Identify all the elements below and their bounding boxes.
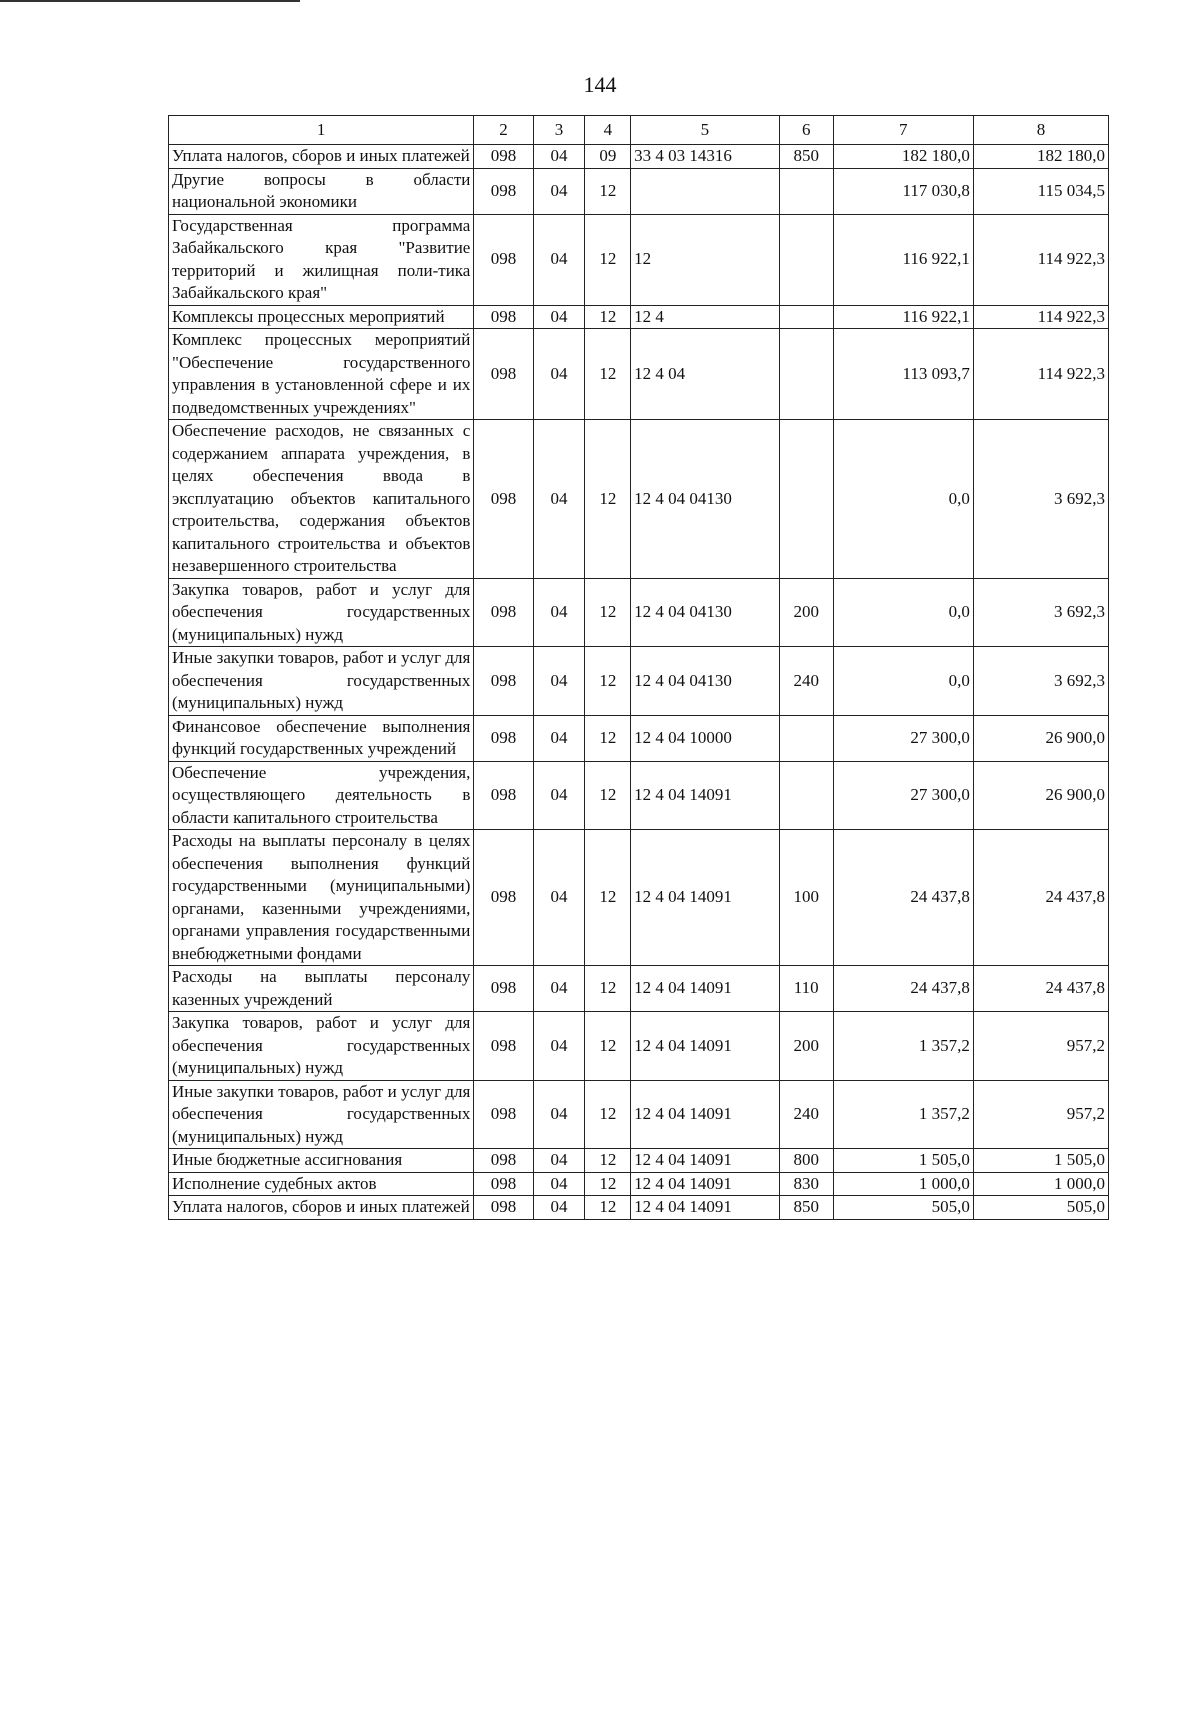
- cell-name: Комплекс процессных мероприятий "Обеспечение государственного управления в установленной сфере и их подведомственных учреждениях": [169, 329, 474, 420]
- cell-amount-col7: 1 000,0: [833, 1172, 973, 1196]
- cell-subsection: 12: [585, 168, 631, 214]
- cell-expense-type: [779, 168, 833, 214]
- cell-subsection: 12: [585, 1080, 631, 1149]
- cell-amount-col8: 3 692,3: [973, 578, 1108, 647]
- table-body: [169, 145, 1109, 1220]
- table-row: [169, 145, 1109, 169]
- cell-name: Иные закупки товаров, работ и услуг для обеспечения государственных (муниципальных) нужд: [169, 1080, 474, 1149]
- cell-subsection: 12: [585, 329, 631, 420]
- cell-amount-col8: 114 922,3: [973, 305, 1108, 329]
- cell-amount-col8: 182 180,0: [973, 145, 1108, 169]
- cell-amount-col7: 24 437,8: [833, 830, 973, 966]
- cell-expense-type: [779, 420, 833, 579]
- cell-subsection: 12: [585, 1012, 631, 1081]
- cell-expense-type: 830: [779, 1172, 833, 1196]
- cell-subsection: 09: [585, 145, 631, 169]
- column-header-4: 4: [585, 116, 631, 145]
- column-header-3: 3: [533, 116, 585, 145]
- cell-target-article: 12 4 04 14091: [631, 1012, 780, 1081]
- column-header-7: 7: [833, 116, 973, 145]
- page-number: 144: [583, 72, 617, 97]
- cell-subsection: 12: [585, 420, 631, 579]
- cell-admin-code: 098: [474, 1149, 533, 1173]
- cell-section: 04: [533, 305, 585, 329]
- cell-section: 04: [533, 1172, 585, 1196]
- cell-amount-col7: 0,0: [833, 420, 973, 579]
- table-row: [169, 1196, 1109, 1220]
- cell-admin-code: 098: [474, 1172, 533, 1196]
- cell-expense-type: [779, 715, 833, 761]
- table-row: [169, 305, 1109, 329]
- cell-admin-code: 098: [474, 761, 533, 830]
- cell-subsection: 12: [585, 1172, 631, 1196]
- cell-section: 04: [533, 1149, 585, 1173]
- cell-section: 04: [533, 761, 585, 830]
- table-row: [169, 420, 1109, 579]
- cell-name: Обеспечение учреждения, осуществляющего деятельность в области капитального строительства: [169, 761, 474, 830]
- cell-admin-code: 098: [474, 1080, 533, 1149]
- cell-expense-type: 100: [779, 830, 833, 966]
- cell-admin-code: 098: [474, 830, 533, 966]
- cell-expense-type: [779, 305, 833, 329]
- cell-expense-type: 800: [779, 1149, 833, 1173]
- cell-amount-col7: 117 030,8: [833, 168, 973, 214]
- cell-name: Закупка товаров, работ и услуг для обеспечения государственных (муниципальных) нужд: [169, 578, 474, 647]
- table-row: [169, 329, 1109, 420]
- cell-admin-code: 098: [474, 145, 533, 169]
- cell-amount-col8: 24 437,8: [973, 966, 1108, 1012]
- cell-amount-col7: 116 922,1: [833, 305, 973, 329]
- cell-name: Исполнение судебных актов: [169, 1172, 474, 1196]
- cell-name: Иные бюджетные ассигнования: [169, 1149, 474, 1173]
- cell-target-article: 12 4 04 04130: [631, 578, 780, 647]
- cell-target-article: 12 4 04 14091: [631, 1149, 780, 1173]
- table-row: [169, 214, 1109, 305]
- cell-target-article: [631, 168, 780, 214]
- cell-expense-type: 240: [779, 1080, 833, 1149]
- table-row: [169, 578, 1109, 647]
- table-row: [169, 647, 1109, 716]
- cell-subsection: 12: [585, 830, 631, 966]
- cell-amount-col7: 1 505,0: [833, 1149, 973, 1173]
- column-header-2: 2: [474, 116, 533, 145]
- cell-amount-col8: 114 922,3: [973, 329, 1108, 420]
- cell-section: 04: [533, 966, 585, 1012]
- table-row: [169, 168, 1109, 214]
- cell-admin-code: 098: [474, 715, 533, 761]
- cell-expense-type: [779, 329, 833, 420]
- cell-admin-code: 098: [474, 966, 533, 1012]
- cell-section: 04: [533, 168, 585, 214]
- cell-name: Государственная программа Забайкальского края "Развитие территорий и жилищная поли-тика Забайкальского края": [169, 214, 474, 305]
- cell-name: Обеспечение расходов, не связанных с содержанием аппарата учреждения, в целях обеспечения ввода в эксплуатацию объектов капитального строительства, содержания объектов капитального строительства и объектов незавершенного строительства: [169, 420, 474, 579]
- cell-amount-col8: 3 692,3: [973, 420, 1108, 579]
- cell-subsection: 12: [585, 966, 631, 1012]
- cell-amount-col7: 0,0: [833, 578, 973, 647]
- cell-admin-code: 098: [474, 420, 533, 579]
- cell-expense-type: 200: [779, 1012, 833, 1081]
- cell-name: Расходы на выплаты персоналу казенных учреждений: [169, 966, 474, 1012]
- table-row: [169, 715, 1109, 761]
- cell-amount-col7: 27 300,0: [833, 761, 973, 830]
- cell-subsection: 12: [585, 1149, 631, 1173]
- cell-expense-type: 850: [779, 145, 833, 169]
- cell-amount-col8: 26 900,0: [973, 715, 1108, 761]
- cell-target-article: 12 4 04 04130: [631, 647, 780, 716]
- cell-amount-col7: 0,0: [833, 647, 973, 716]
- cell-target-article: 12 4 04 10000: [631, 715, 780, 761]
- scan-top-line: [0, 0, 300, 2]
- cell-subsection: 12: [585, 715, 631, 761]
- cell-target-article: 12 4 04 14091: [631, 1172, 780, 1196]
- cell-amount-col8: 26 900,0: [973, 761, 1108, 830]
- cell-target-article: 12 4 04 14091: [631, 1080, 780, 1149]
- cell-name: Расходы на выплаты персоналу в целях обеспечения выполнения функций государственными (муниципальными) органами, казенными учреждениями, органами управления государственными внебюджетными фондами: [169, 830, 474, 966]
- table-row: [169, 761, 1109, 830]
- cell-subsection: 12: [585, 305, 631, 329]
- cell-name: Финансовое обеспечение выполнения функций государственных учреждений: [169, 715, 474, 761]
- table-row: [169, 1149, 1109, 1173]
- cell-target-article: 12 4 04: [631, 329, 780, 420]
- cell-section: 04: [533, 715, 585, 761]
- column-header-8: 8: [973, 116, 1108, 145]
- table-row: [169, 1080, 1109, 1149]
- cell-amount-col7: 505,0: [833, 1196, 973, 1220]
- cell-amount-col7: 1 357,2: [833, 1012, 973, 1081]
- cell-admin-code: 098: [474, 214, 533, 305]
- cell-expense-type: [779, 761, 833, 830]
- cell-expense-type: 110: [779, 966, 833, 1012]
- cell-amount-col8: 1 000,0: [973, 1172, 1108, 1196]
- cell-name: Уплата налогов, сборов и иных платежей: [169, 1196, 474, 1220]
- cell-amount-col8: 115 034,5: [973, 168, 1108, 214]
- cell-admin-code: 098: [474, 168, 533, 214]
- cell-name: Закупка товаров, работ и услуг для обеспечения государственных (муниципальных) нужд: [169, 1012, 474, 1081]
- cell-target-article: 12 4: [631, 305, 780, 329]
- table-row: [169, 1012, 1109, 1081]
- cell-section: 04: [533, 329, 585, 420]
- cell-expense-type: 200: [779, 578, 833, 647]
- cell-section: 04: [533, 830, 585, 966]
- cell-section: 04: [533, 420, 585, 579]
- cell-section: 04: [533, 647, 585, 716]
- cell-expense-type: 850: [779, 1196, 833, 1220]
- cell-subsection: 12: [585, 578, 631, 647]
- cell-target-article: 12: [631, 214, 780, 305]
- cell-name: Другие вопросы в области национальной экономики: [169, 168, 474, 214]
- cell-section: 04: [533, 1012, 585, 1081]
- cell-section: 04: [533, 578, 585, 647]
- cell-admin-code: 098: [474, 578, 533, 647]
- cell-amount-col8: 3 692,3: [973, 647, 1108, 716]
- cell-amount-col7: 27 300,0: [833, 715, 973, 761]
- cell-admin-code: 098: [474, 647, 533, 716]
- cell-expense-type: 240: [779, 647, 833, 716]
- cell-target-article: 12 4 04 04130: [631, 420, 780, 579]
- cell-subsection: 12: [585, 761, 631, 830]
- cell-admin-code: 098: [474, 1196, 533, 1220]
- table-row: [169, 966, 1109, 1012]
- cell-amount-col8: 505,0: [973, 1196, 1108, 1220]
- column-header-1: 1: [169, 116, 474, 145]
- cell-amount-col7: 113 093,7: [833, 329, 973, 420]
- table-row: [169, 1172, 1109, 1196]
- cell-name: Уплата налогов, сборов и иных платежей: [169, 145, 474, 169]
- cell-name: Комплексы процессных мероприятий: [169, 305, 474, 329]
- cell-expense-type: [779, 214, 833, 305]
- cell-target-article: 12 4 04 14091: [631, 1196, 780, 1220]
- cell-section: 04: [533, 145, 585, 169]
- cell-subsection: 12: [585, 1196, 631, 1220]
- cell-target-article: 12 4 04 14091: [631, 830, 780, 966]
- cell-amount-col8: 957,2: [973, 1012, 1108, 1081]
- table-header-row: [169, 116, 1109, 145]
- cell-amount-col7: 182 180,0: [833, 145, 973, 169]
- column-header-5: 5: [631, 116, 780, 145]
- budget-table: [168, 115, 1109, 1220]
- cell-amount-col8: 24 437,8: [973, 830, 1108, 966]
- cell-section: 04: [533, 1080, 585, 1149]
- cell-section: 04: [533, 214, 585, 305]
- cell-admin-code: 098: [474, 305, 533, 329]
- cell-target-article: 12 4 04 14091: [631, 966, 780, 1012]
- cell-amount-col7: 116 922,1: [833, 214, 973, 305]
- cell-amount-col7: 24 437,8: [833, 966, 973, 1012]
- cell-amount-col8: 1 505,0: [973, 1149, 1108, 1173]
- cell-name: Иные закупки товаров, работ и услуг для обеспечения государственных (муниципальных) нужд: [169, 647, 474, 716]
- cell-amount-col7: 1 357,2: [833, 1080, 973, 1149]
- cell-admin-code: 098: [474, 329, 533, 420]
- cell-amount-col8: 957,2: [973, 1080, 1108, 1149]
- cell-target-article: 33 4 03 14316: [631, 145, 780, 169]
- column-header-6: 6: [779, 116, 833, 145]
- cell-subsection: 12: [585, 647, 631, 716]
- cell-target-article: 12 4 04 14091: [631, 761, 780, 830]
- cell-subsection: 12: [585, 214, 631, 305]
- cell-admin-code: 098: [474, 1012, 533, 1081]
- cell-section: 04: [533, 1196, 585, 1220]
- table-row: [169, 830, 1109, 966]
- cell-amount-col8: 114 922,3: [973, 214, 1108, 305]
